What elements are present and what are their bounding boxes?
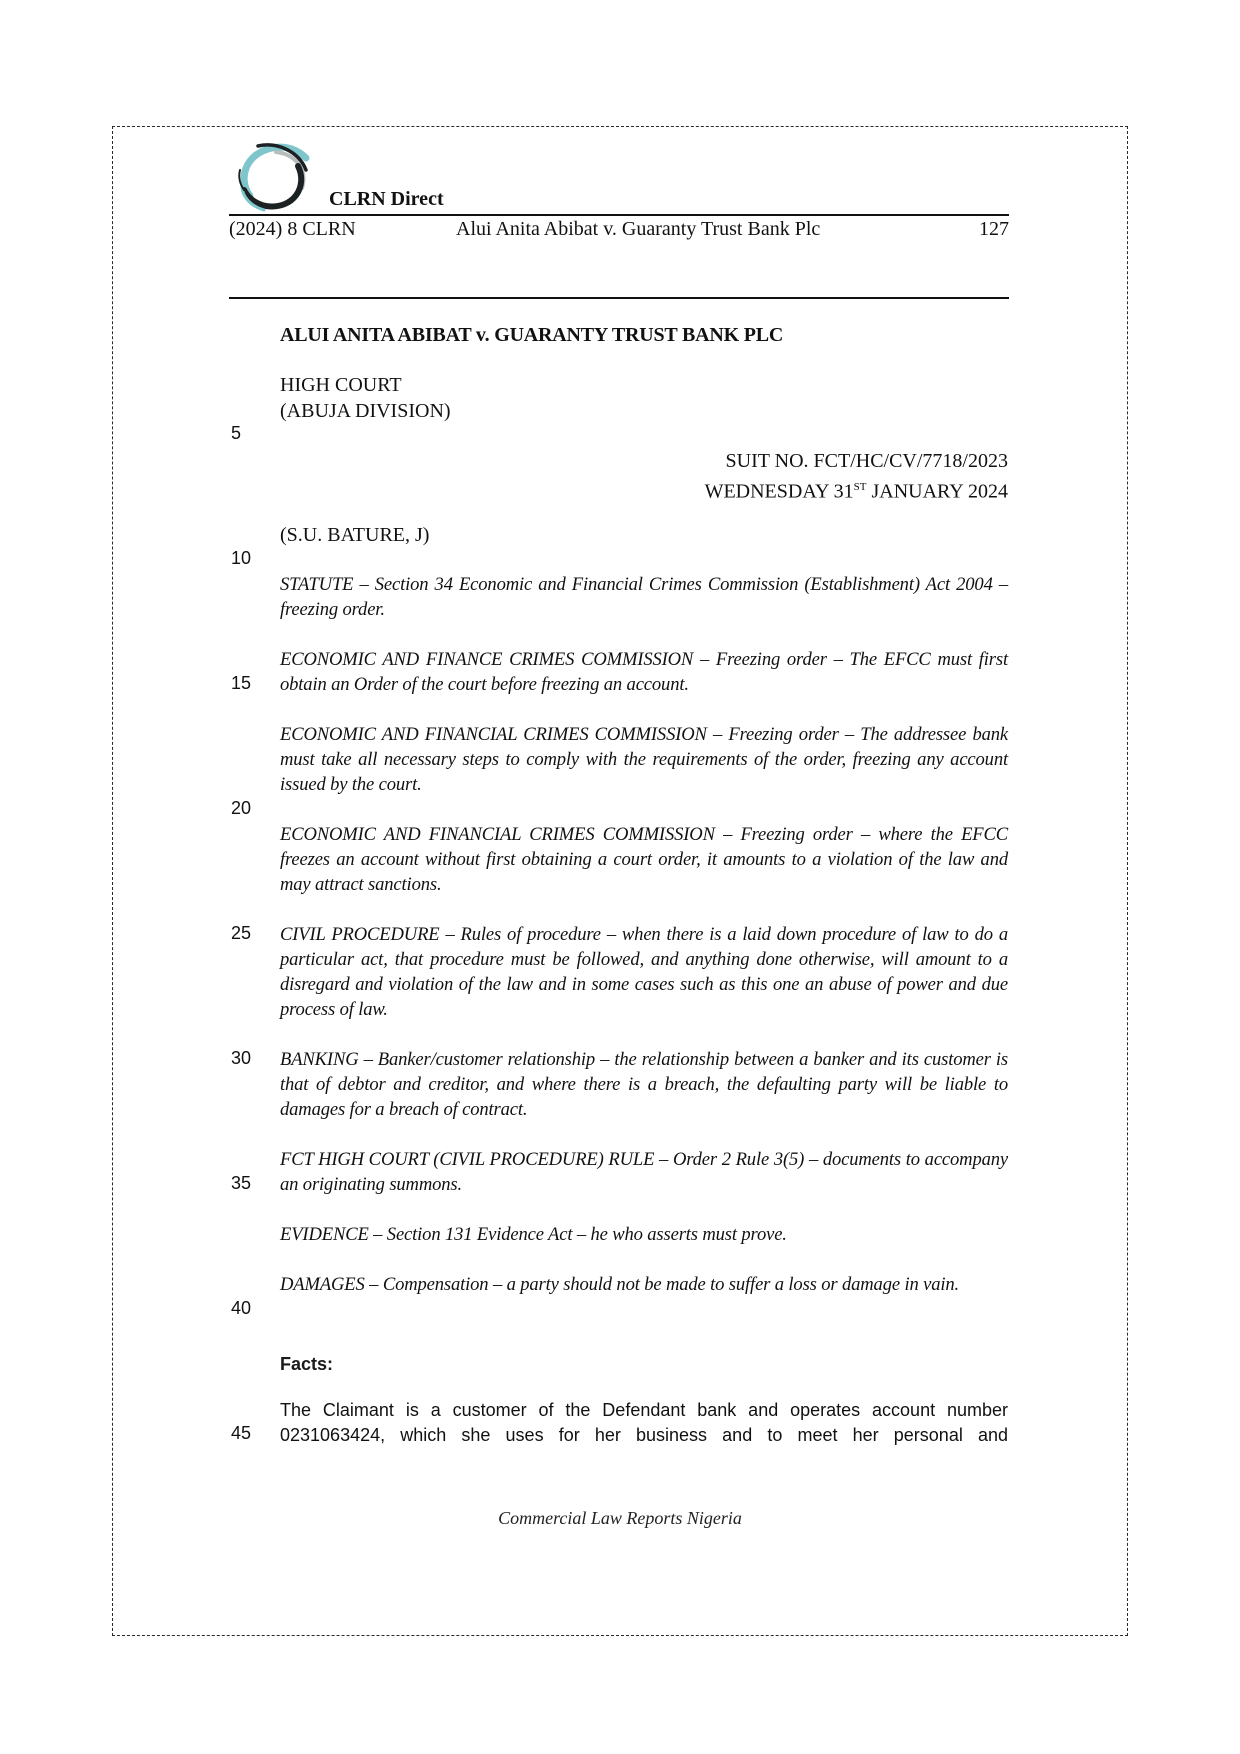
catchword-text: – Section 34 Economic and Financial Crimes Commission (Establishment) Act 2004 – freezing order. <box>280 574 1008 620</box>
running-title: Alui Anita Abibat v. Guaranty Trust Bank Plc <box>456 218 821 240</box>
catchword-text: – Freezing order – where the EFCC freezes an account without first obtaining a court order, it amounts to a violation of the law and may attract sanctions. <box>280 824 1008 895</box>
date-prefix: WEDNESDAY 31 <box>704 480 854 503</box>
catchword <box>280 1047 1008 1122</box>
page-number: 127 <box>979 218 1009 240</box>
court-name: HIGH COURT <box>280 374 402 396</box>
line-number: 45 <box>231 1423 252 1443</box>
header-rule <box>229 214 1009 216</box>
citation: (2024) 8 CLRN <box>229 218 356 240</box>
suit-number: SUIT NO. FCT/HC/CV/7718/2023 <box>725 450 1008 472</box>
catchword-text: – Rules of procedure – when there is a laid down procedure of law to do a particular act, that procedure must be followed, and anything done otherwise, will amount to a disregard and violation of the law and in some cases such as this one an abuse of power and due process of law. <box>280 924 1008 1020</box>
catchword <box>280 722 1008 797</box>
line-number: 35 <box>231 1173 252 1193</box>
line-number: 40 <box>231 1298 252 1318</box>
line-number: 25 <box>231 923 252 943</box>
catchword-head: ECONOMIC AND FINANCIAL CRIMES COMMISSION <box>280 724 707 745</box>
catchword-head: CIVIL PROCEDURE <box>280 924 440 945</box>
court-division: (ABUJA DIVISION) <box>280 400 451 422</box>
date-ordinal: ST <box>853 481 867 493</box>
running-head <box>229 218 1009 246</box>
catchword-head: ECONOMIC AND FINANCIAL CRIMES COMMISSION <box>280 824 715 845</box>
catchword-text: – Freezing order – The EFCC must first obtain an Order of the court before freezing an account. <box>280 649 1008 695</box>
line-number: 15 <box>231 673 252 693</box>
catchword <box>280 922 1008 1022</box>
catchword-text: – Freezing order – The addressee bank must take all necessary steps to comply with the requirements of the order, freezing any account issued by the court. <box>280 724 1008 795</box>
catchword <box>280 1222 1008 1247</box>
judge-name: (S.U. BATURE, J) <box>280 524 430 546</box>
catchword-head: ECONOMIC AND FINANCE CRIMES COMMISSION <box>280 649 694 670</box>
catchword-text: – Section 131 Evidence Act – he who asserts must prove. <box>368 1224 787 1245</box>
page-footer: Commercial Law Reports Nigeria <box>498 1508 742 1528</box>
catchword <box>280 572 1008 622</box>
catchword <box>280 647 1008 697</box>
catchword-head: FCT HIGH COURT (CIVIL PROCEDURE) RULE <box>280 1149 655 1170</box>
line-number: 5 <box>231 423 242 443</box>
catchword-head: DAMAGES <box>280 1274 365 1295</box>
catchword-head: EVIDENCE <box>280 1224 369 1245</box>
catchword <box>280 1147 1008 1197</box>
catchword-head: STATUTE <box>280 574 354 595</box>
catchword-text: – Banker/customer relationship – the relationship between a banker and its customer is that of debtor and creditor, and where there is a breach, the defaulting party will be liable to damages for a breach of contract. <box>280 1049 1008 1120</box>
catchword-text: – Compensation – a party should not be made to suffer a loss or damage in vain. <box>364 1274 960 1295</box>
date-suffix: JANUARY 2024 <box>866 480 1008 503</box>
catchword-text: – Order 2 Rule 3(5) – documents to accompany an originating summons. <box>280 1149 1008 1195</box>
clrn-logo-icon <box>236 140 316 216</box>
line-number: 20 <box>231 798 252 818</box>
court-block <box>280 372 451 424</box>
catchword <box>280 1272 1008 1297</box>
facts-body: The Claimant is a customer of the Defendant bank and operates account number 0231063424, which she uses for her business and to meet her personal and <box>280 1400 1008 1445</box>
catchword-head: BANKING <box>280 1049 359 1070</box>
judgment-date <box>705 474 1008 505</box>
catchword <box>280 822 1008 897</box>
suit-block <box>705 448 1008 505</box>
case-title: ALUI ANITA ABIBAT v. GUARANTY TRUST BANK PLC <box>280 324 784 346</box>
title-rule <box>229 297 1009 299</box>
facts-heading: Facts: <box>280 1354 334 1374</box>
brand-name: CLRN Direct <box>329 188 444 210</box>
line-number: 30 <box>231 1048 252 1068</box>
line-number: 10 <box>231 548 252 568</box>
